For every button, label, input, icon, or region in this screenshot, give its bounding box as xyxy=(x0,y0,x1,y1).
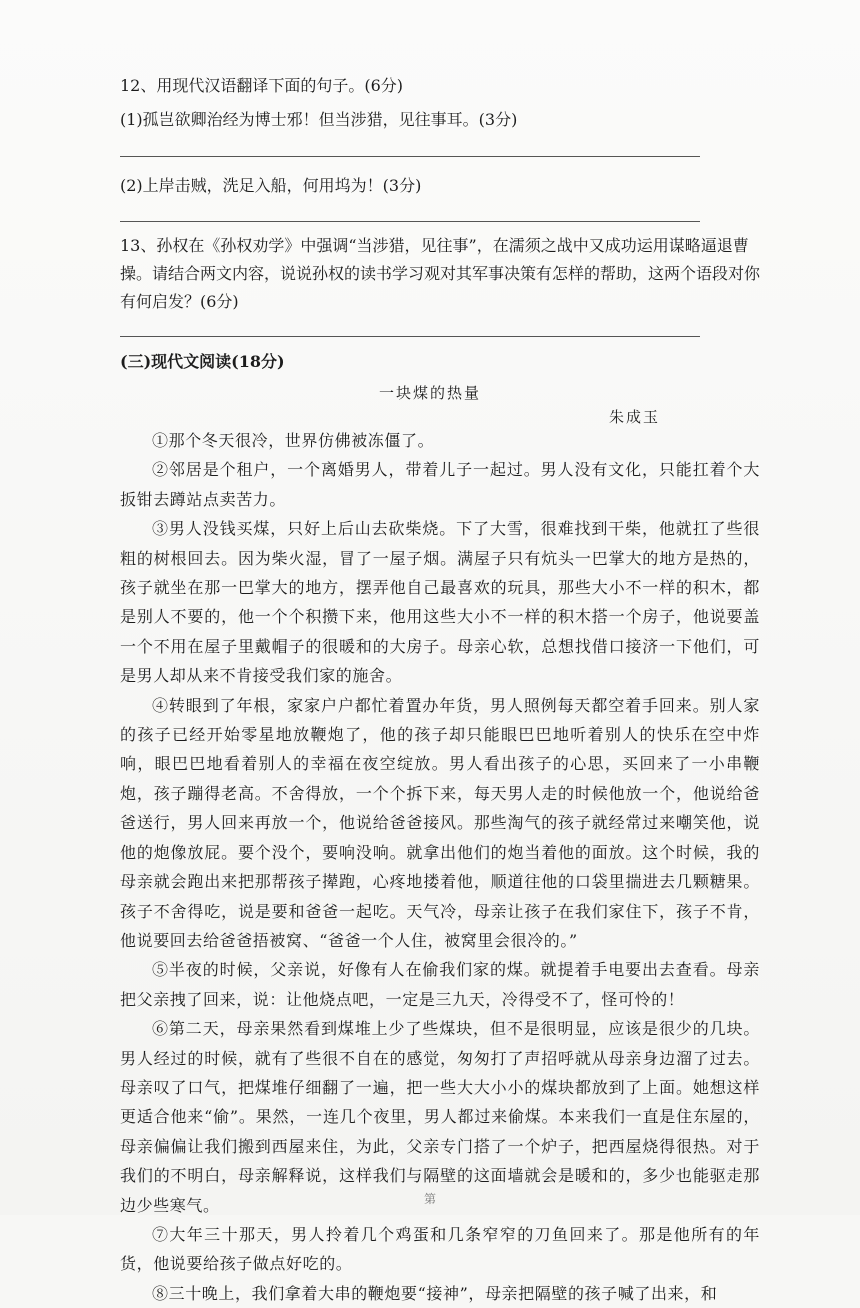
paragraph-1: ①那个冬天很冷，世界仿佛被冻僵了。 xyxy=(152,431,435,450)
page-number: 第 xyxy=(423,1192,436,1206)
q12-item2: (2)上岸击贼，洗足入船，何用坞为！(3分) xyxy=(120,176,422,195)
paragraph-4: ④转眼到了年根，家家户户都忙着置办年货，男人照例每天都空着手回来。别人家的孩子已经开始零星地放鞭炮了，他的孩子却只能眼巴巴地听着别人的快乐在空中炸响，眼巴巴地看着别人的幸福在夜空绽放。男人看出孩子的心思，买回来了一小串鞭炮，孩子蹦得老高。不舍得放，一个个拆下来，每天男人走的时候他放一个，他说给爸爸送行，男人回来再放一个，他说给爸爸接风。那些淘气的孩子就经常过来嘲笑他，说他的炮像放屁。要个没个，要响没响。就拿出他们的炮当着他的面放。这个时候，我的母亲就会跑出来把那帮孩子撵跑，心疼地搂着他，顺道往他的口袋里揣进去几颗糖果。孩子不舍得吃，说是要和爸爸一起吃。天气冷，母亲让孩子在我们家住下，孩子不肯，他说要回去给爸爸捂被窝、“爸爸一个人住，被窝里会很冷的。” xyxy=(120,695,760,950)
paragraph-8: ⑧三十晚上，我们拿着大串的鞭炮要“接神”，母亲把隔壁的孩子喊了出来，和 xyxy=(152,1283,718,1303)
article-body xyxy=(120,426,760,1308)
answer-line-1 xyxy=(120,156,700,157)
article-author: 朱成玉 xyxy=(608,408,660,426)
article-title: 一块煤的热量 xyxy=(378,384,481,402)
section-title: (三)现代文阅读(18分) xyxy=(120,352,285,371)
paragraph-5: ⑤半夜的时候，父亲说，好像有人在偷我们家的煤。就提着手电要出去查看。母亲把父亲拽了回来，说：让他烧点吧，一定是三九天，冷得受不了，怪可怜的！ xyxy=(120,960,760,1009)
paragraph-2: ②邻居是个租户，一个离婚男人，带着儿子一起过。男人没有文化，只能扛着个大扳钳去蹲站点卖苦力。 xyxy=(120,460,760,509)
q12-stem: 12、用现代汉语翻译下面的句子。(6分) xyxy=(120,76,404,95)
paragraph-3: ③男人没钱买煤，只好上后山去砍柴烧。下了大雪，很难找到干柴，他就扛了些很粗的树根回去。因为柴火湿，冒了一屋子烟。满屋子只有炕头一巴掌大的地方是热的，孩子就坐在那一巴掌大的地方，摆弄他自己最喜欢的玩具，那些大小不一样的积木，都是别人不要的，他一个个积攒下来，他用这些大小不一样的积木搭一个房子，他说要盖一个不用在屋子里戴帽子的很暖和的大房子。母亲心软，总想找借口接济一下他们，可是男人却从来不肯接受我们家的施舍。 xyxy=(120,519,760,686)
paragraph-7: ⑦大年三十那天，男人拎着几个鸡蛋和几条窄窄的刀鱼回来了。那是他所有的年货，他说要给孩子做点好吃的。 xyxy=(120,1224,760,1274)
answer-line-3 xyxy=(120,336,700,337)
q12-item1: (1)孤岂欲卿治经为博士邪！但当涉猎，见往事耳。(3分) xyxy=(120,110,518,129)
answer-line-2 xyxy=(120,221,700,222)
paragraph-6: ⑥第二天，母亲果然看到煤堆上少了些煤块，但不是很明显，应该是很少的几块。男人经过的时候，就有了些很不自在的感觉，匆匆打了声招呼就从母亲身边溜了过去。母亲叹了口气，把煤堆仔细翻了一遍，把一些大大小小的煤块都放到了上面。她想这样更适合他来“偷”。果然，一连几个夜里，男人都过来偷煤。本来我们一直是住东屋的，母亲偏偏让我们搬到西屋来住，为此，父亲专门搭了一个炉子，把西屋烧得很热。对于我们的不明白，母亲解释说，这样我们与隔壁的这面墙就会是暖和的，多少也能驱走那边少些寒气。 xyxy=(120,1019,760,1215)
q13-text: 13、孙权在《孙权劝学》中强调“当涉猎，见往事”，在濡须之战中又成功运用谋略逼退曹操。请结合两文内容，说说孙权的读书学习观对其军事决策有怎样的帮助，这两个语段对你有何启发？(6分) xyxy=(120,236,761,311)
